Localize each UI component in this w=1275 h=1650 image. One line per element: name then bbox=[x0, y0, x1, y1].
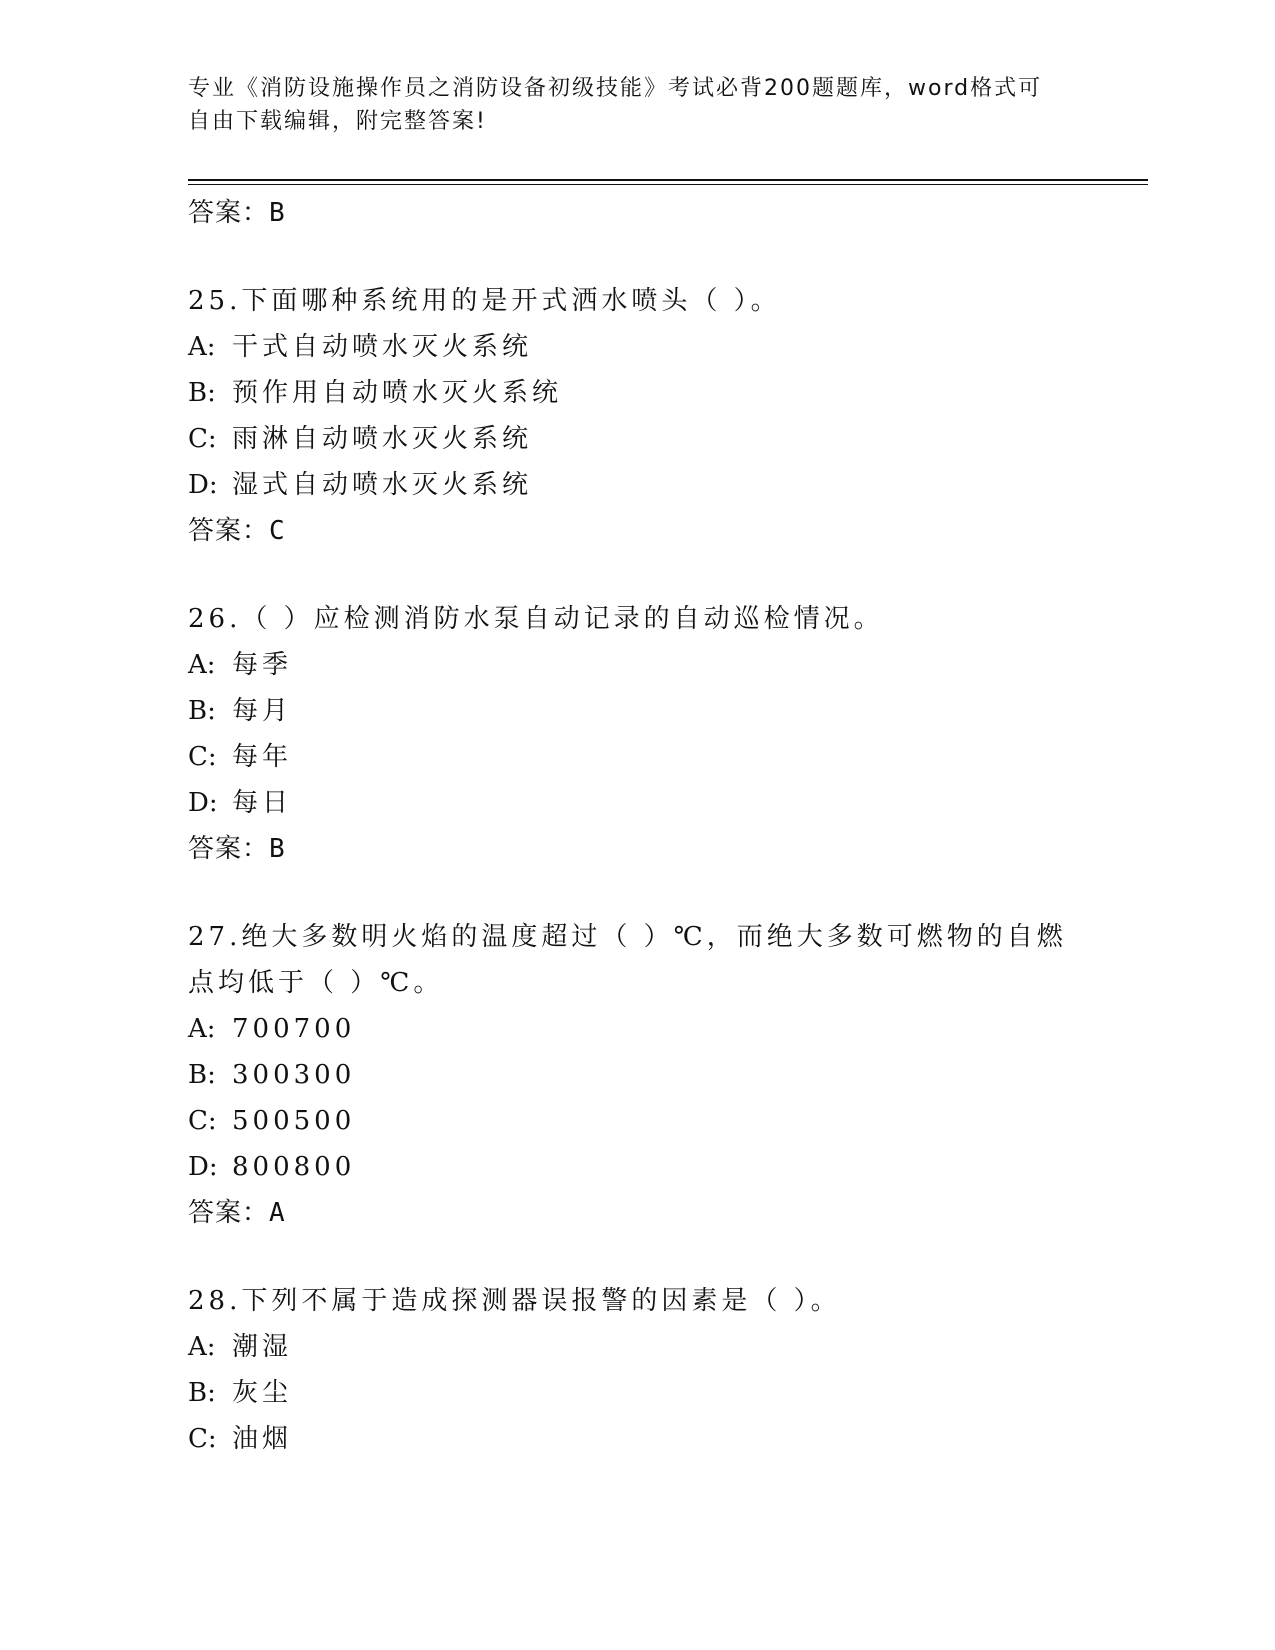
option-text: 每年 bbox=[232, 742, 293, 772]
option-b bbox=[188, 370, 1148, 416]
option-key: B: bbox=[188, 1378, 216, 1408]
option-d bbox=[188, 780, 1148, 826]
option-d bbox=[188, 462, 1148, 508]
question-stem: 26.（ ）应检测消防水泵自动记录的自动巡检情况。 bbox=[188, 604, 884, 634]
option-key: B: bbox=[188, 378, 216, 408]
option-b bbox=[188, 1370, 1148, 1416]
option-c bbox=[188, 1416, 1148, 1462]
option-a bbox=[188, 1324, 1148, 1370]
question-stem: 28.下列不属于造成探测器误报警的因素是（ ）。 bbox=[188, 1286, 841, 1316]
option-b bbox=[188, 688, 1148, 734]
option-text: 湿式自动喷水灭火系统 bbox=[232, 470, 533, 500]
option-c bbox=[188, 416, 1148, 462]
header-line-2: 自由下载编辑，附完整答案! bbox=[188, 109, 487, 134]
answer-line bbox=[188, 826, 1148, 872]
option-key: B: bbox=[188, 696, 216, 726]
option-text: 潮湿 bbox=[232, 1332, 293, 1362]
option-text: 干式自动喷水灭火系统 bbox=[232, 332, 533, 362]
option-text: 灰尘 bbox=[232, 1378, 293, 1408]
answer-label: 答案： bbox=[188, 516, 270, 546]
option-a bbox=[188, 642, 1148, 688]
answer-label: 答案： bbox=[188, 198, 270, 228]
option-a bbox=[188, 1006, 1148, 1052]
option-b bbox=[188, 1052, 1148, 1098]
option-text: 每月 bbox=[232, 696, 293, 726]
option-key: D: bbox=[188, 788, 218, 818]
answer-value: B bbox=[269, 198, 286, 228]
question-stem: 27.绝大多数明火焰的温度超过（ ）℃，而绝大多数可燃物的自燃点均低于（ ）℃。 bbox=[188, 922, 1067, 998]
option-key: A: bbox=[188, 1014, 216, 1044]
question-block bbox=[188, 278, 1148, 554]
option-text: 油烟 bbox=[232, 1424, 293, 1454]
question-list bbox=[188, 190, 1148, 1462]
document-header bbox=[188, 72, 1068, 138]
option-key: C: bbox=[188, 1424, 217, 1454]
answer-value: C bbox=[269, 516, 286, 546]
answer-line bbox=[188, 1190, 1148, 1236]
header-divider bbox=[188, 179, 1148, 185]
option-text: 每日 bbox=[232, 788, 293, 818]
option-key: C: bbox=[188, 742, 217, 772]
option-key: C: bbox=[188, 1106, 217, 1136]
question-block bbox=[188, 1278, 1148, 1462]
option-text: 雨淋自动喷水灭火系统 bbox=[232, 424, 533, 454]
option-key: C: bbox=[188, 424, 217, 454]
option-text: 800800 bbox=[232, 1152, 356, 1182]
question-block bbox=[188, 914, 1148, 1236]
option-key: B: bbox=[188, 1060, 216, 1090]
option-text: 预作用自动喷水灭火系统 bbox=[232, 378, 563, 408]
answer-label: 答案： bbox=[188, 1198, 270, 1228]
option-a bbox=[188, 324, 1148, 370]
answer-label: 答案： bbox=[188, 834, 270, 864]
option-c bbox=[188, 1098, 1148, 1144]
option-key: D: bbox=[188, 1152, 218, 1182]
option-text: 500500 bbox=[232, 1106, 356, 1136]
question-block bbox=[188, 596, 1148, 872]
option-key: A: bbox=[188, 332, 216, 362]
answer-value: B bbox=[269, 834, 286, 864]
option-key: A: bbox=[188, 650, 216, 680]
option-text: 每季 bbox=[232, 650, 293, 680]
question-stem: 25.下面哪种系统用的是开式洒水喷头（ ）。 bbox=[188, 286, 781, 316]
option-text: 300300 bbox=[232, 1060, 356, 1090]
answer-value: A bbox=[269, 1198, 286, 1228]
answer-line bbox=[188, 508, 1148, 554]
option-c bbox=[188, 734, 1148, 780]
answer-line bbox=[188, 190, 1148, 236]
option-key: A: bbox=[188, 1332, 216, 1362]
option-text: 700700 bbox=[232, 1014, 356, 1044]
option-key: D: bbox=[188, 470, 218, 500]
header-line-1: 专业《消防设施操作员之消防设备初级技能》考试必背200题题库，word格式可 bbox=[188, 76, 1043, 101]
option-d bbox=[188, 1144, 1148, 1190]
